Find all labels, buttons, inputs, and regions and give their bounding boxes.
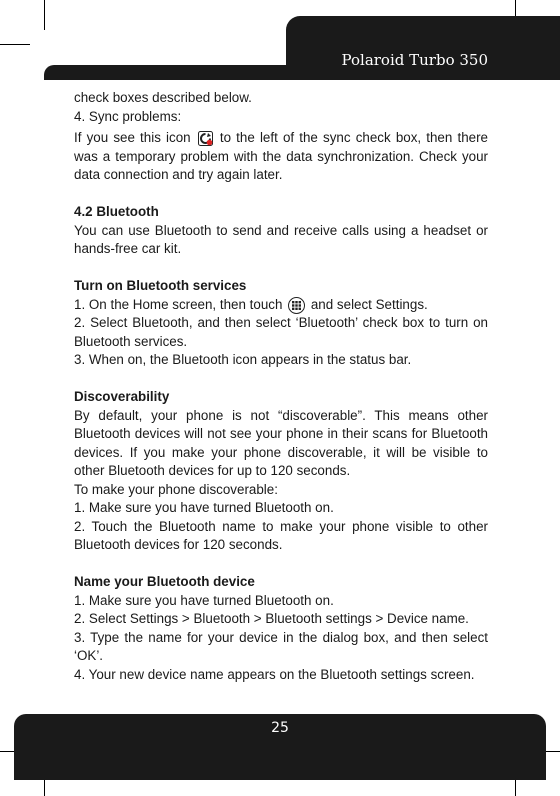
name-device-step2: 2. Select Settings > Bluetooth > Bluetooth settings > Device name. [74, 611, 469, 626]
discoverability-paragraph: By default, your phone is not “discoverable”. This means other Bluetooth devices will not see your phone in their scans for Bluetooth devices. If you make your phone discoverable, it will be visible to other Bluetooth devices for up to 120 seconds. [74, 407, 488, 478]
discoverability-title: Discoverability [74, 389, 170, 404]
name-device-step1: 1. Make sure you have turned Bluetooth on. [74, 592, 334, 608]
turn-on-step1-start: 1. On the Home screen, then touch [74, 296, 287, 312]
name-device-step4: 4. Your new device name appears on the Bluetooth settings screen. [74, 666, 475, 682]
sync-text-start: If you see this icon [74, 130, 196, 145]
name-device-title: Name your Bluetooth device [74, 574, 255, 589]
intro-line: check boxes described below. [74, 90, 252, 105]
section-title: 4.2 Bluetooth [74, 204, 159, 219]
sync-error-icon [198, 131, 213, 146]
discoverability-intro: To make your phone discoverable: [74, 481, 278, 497]
crop-mark [44, 0, 45, 30]
page-content [74, 89, 488, 684]
turn-on-step2: 2. Select Bluetooth, and then select ‘Bluetooth’ check box to turn on Bluetooth services. [74, 315, 488, 349]
turn-on-step1-end: and select Settings. [307, 296, 428, 312]
page-header-title: Polaroid Turbo 350 [341, 51, 488, 69]
sync-text-end: to the left of the sync check box, then there was a temporary problem with the data synchronization. Check your data connection and try again later. [74, 130, 488, 182]
discoverability-step2: 2. Touch the Bluetooth name to make your phone visible to other Bluetooth devices for 120 seconds. [74, 518, 488, 552]
turn-on-step3: 3. When on, the Bluetooth icon appears in the status bar. [74, 352, 412, 367]
crop-mark [0, 44, 30, 45]
sync-problems-label: 4. Sync problems: [74, 108, 182, 124]
app-drawer-icon [288, 297, 305, 314]
discoverability-step1: 1. Make sure you have turned Bluetooth on. [74, 500, 334, 515]
turn-on-title: Turn on Bluetooth services [74, 278, 247, 293]
page-number: 25 [271, 720, 289, 736]
section-intro: You can use Bluetooth to send and receive calls using a headset or hands-free car kit. [74, 222, 488, 256]
sync-problems-paragraph [74, 129, 488, 185]
name-device-step3: 3. Type the name for your device in the dialog box, and then select ‘OK’. [74, 629, 488, 663]
turn-on-step1 [74, 296, 488, 315]
